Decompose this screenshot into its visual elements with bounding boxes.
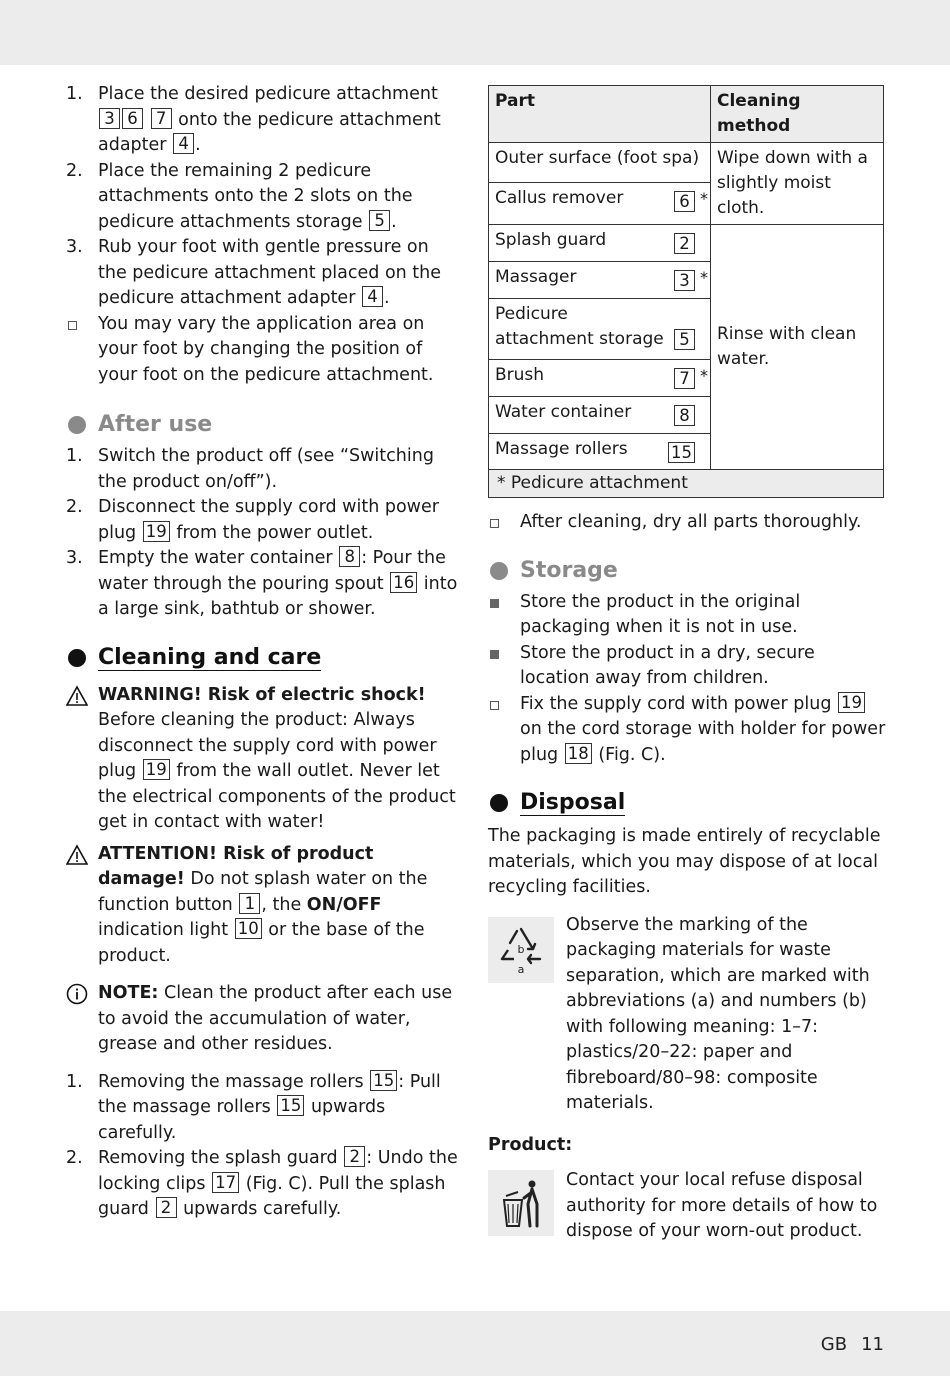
part-number: 16 [390,572,417,593]
table-row: Water container 8 [489,397,884,434]
section-heading-after-use: After use [66,410,462,440]
info-note: NOTE: Clean the product after each use to avoid the accumulation of water, grease and other residues. [66,981,462,1058]
filled-square-bullet-icon [490,599,499,608]
table-row: Callus remover 6 * [489,183,884,225]
list-item: 2. Place the remaining 2 pedicure attachments onto the 2 slots on the pedicure attachments storage 5 . [66,160,413,232]
part-number: 19 [838,692,865,713]
part-number: 6 [674,191,695,212]
part-number: 5 [674,329,695,350]
list-item: 1. Place the desired pedicure attachment 3 6 7 onto the pedicure attachment adapter 4 . [66,84,441,155]
table-row: Outer surface (foot spa) Wipe down with a slightly moist cloth. [489,143,884,183]
section-heading-disposal: Disposal [488,788,886,818]
table-row: Massage rollers 15 [489,434,884,470]
warning-triangle-icon [66,844,88,866]
part-number: 15 [668,442,695,463]
crossed-bin-icon [488,1170,554,1236]
bullet-dot-icon [490,794,508,812]
list-item: Store the product in the original packaging when it is not in use. [488,590,886,641]
table-row: Brush 7 * [489,360,884,397]
part-number: 2 [674,233,695,254]
part-number: 17 [212,1172,239,1193]
section-heading-storage: Storage [488,556,886,586]
product-label: Product: [488,1134,573,1155]
disposal-text: The packaging is made entirely of recyclable materials, which you may dispose of at local recycling facilities. [488,826,881,897]
part-number: 3 [674,270,695,291]
part-number: 15 [370,1070,397,1091]
table-row: Massager 3 * [489,262,884,299]
warning-note: WARNING! Risk of electric shock! Before cleaning the product: Always disconnect the supply cord with power plug 19 from the wall outlet. Never let the electrical components of the product get in contact with water! [66,683,462,836]
steps-list-2 [66,1070,462,1223]
page-footer [807,1332,884,1358]
svg-text:b: b [517,942,525,956]
open-square-bullet-icon [68,321,77,330]
steps-list-1 [66,82,462,388]
product-disposal-block: Contact your local refuse disposal authority for more details of how to dispose of your worn-out product. [488,1168,886,1245]
svg-text:a: a [517,962,525,976]
part-number: 6 [122,108,143,129]
part-number: 4 [362,286,383,307]
bullet-dot-icon [68,416,86,434]
method-cell: Wipe down with a slightly moist cloth. [711,143,884,225]
part-number: 2 [156,1197,177,1218]
list-item: 1. Switch the product off (see “Switching the product on/off”). [66,446,434,492]
part-number: 18 [565,743,592,764]
header-method: Cleaning method [711,86,884,143]
part-number: 19 [143,759,170,780]
table-row: Splash guard 2 Rinse with clean water. [489,225,884,262]
filled-square-bullet-icon [490,650,499,659]
table-footnote-row: * Pedicure attachment [489,470,884,498]
bullet-dot-icon [490,562,508,580]
table-header-row [489,86,884,143]
list-item: 1. Removing the massage rollers 15 : Pull the massage rollers 15 upwards carefully. [66,1070,441,1143]
part-number: 5 [369,210,390,231]
method-cell: Rinse with clean water. [711,225,884,470]
recycle-block: b a Observe the marking of the packaging materials for waste separation, which are marked with abbreviations (a) and numbers (b) with following meaning: 1–7: plastics/20–22: paper and fibreboard/80–98: composite materials. [488,913,886,1117]
right-column [488,85,886,1245]
list-item: 3. Rub your foot with gentle pressure on the pedicure attachment placed on the pedicure attachment adapter 4 . [66,237,442,308]
part-number: 8 [339,546,360,567]
language-code: GB [820,1334,848,1355]
list-item: 2. Disconnect the supply cord with power plug 19 from the power outlet. [66,497,439,543]
top-band [0,0,950,65]
table-row: Pedicure attachment storage 5 [489,299,884,360]
part-number: 8 [674,405,695,426]
storage-list [488,590,886,769]
bullet-dot-icon [68,649,86,667]
part-number: 1 [239,893,260,914]
part-number: 7 [151,108,172,129]
page-number: 11 [861,1334,884,1355]
open-square-bullet-icon [490,701,499,710]
left-column [66,82,462,1223]
list-item: Fix the supply cord with power plug 19 on the cord storage with holder for power plug 18 (Fig. C). [488,692,886,769]
part-number: 7 [674,368,695,389]
part-number: 3 [99,108,120,129]
recycle-icon [488,917,554,983]
tip-item: You may vary the application area on your foot by changing the position of your foot on the pedicure attachment. [66,312,462,389]
part-number: 19 [143,521,170,542]
open-square-bullet-icon [490,519,499,528]
list-item: Store the product in a dry, secure location away from children. [488,641,886,692]
part-number: 10 [235,918,262,939]
list-item: 2. Removing the splash guard 2 : Undo the locking clips 17 (Fig. C). Pull the splash guard 2 upwards carefully. [66,1147,458,1219]
part-number: 4 [173,133,194,154]
part-number: 2 [344,1146,365,1167]
cleaning-table [488,85,884,498]
after-cleaning-tip: After cleaning, dry all parts thoroughly. [488,510,886,536]
header-part: Part [489,86,711,143]
after-use-steps [66,444,462,623]
section-heading-cleaning: Cleaning and care [66,643,462,673]
list-item: 3. Empty the water container 8 : Pour the water through the pouring spout 16 into a large sink, bathtub or shower. [66,547,458,619]
attention-note: ATTENTION! Risk of product damage! Do not splash water on the function button 1 , the ON/OFF indication light 10 or the base of the product. [66,842,462,970]
part-number: 15 [277,1095,304,1116]
info-circle-icon [66,983,88,1005]
warning-triangle-icon [66,685,88,707]
